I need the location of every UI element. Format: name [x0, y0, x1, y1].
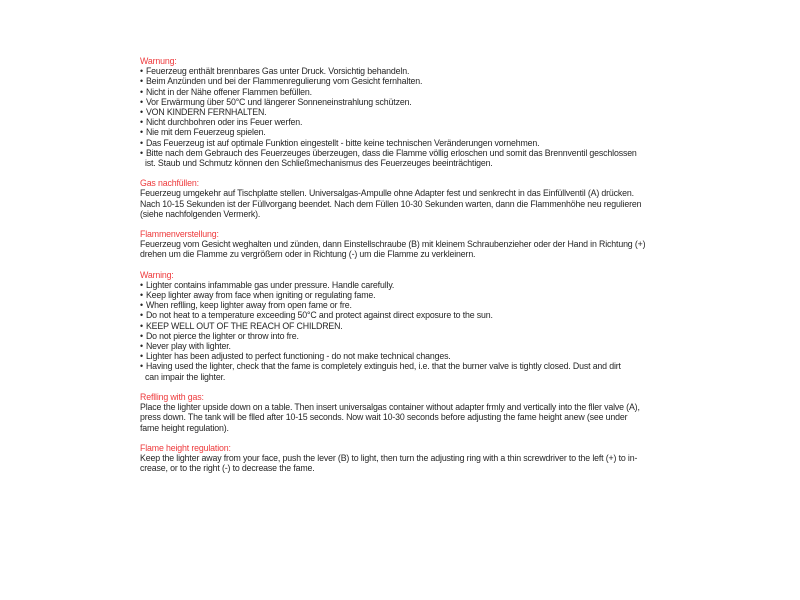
line-text: KEEP WELL OUT OF THE REACH OF CHILDREN. — [145, 320, 343, 331]
line-text: Nicht durchbohren oder ins Feuer werfen. — [145, 117, 303, 128]
line-text: Nie mit dem Feuerzeug spielen. — [145, 127, 266, 138]
bullet-glyph: • — [140, 330, 143, 341]
line-text: VON KINDERN FERNHALTEN. — [145, 107, 267, 118]
section-flame-height-regulation — [140, 443, 760, 474]
text-line — [140, 412, 760, 422]
text-line — [140, 76, 760, 86]
bullet-glyph: • — [140, 96, 143, 107]
line-text: Feuerzeug umgekehr auf Tischplatte stellen. Universalgas-Ampulle ohne Adapter fest und senkrecht in das Einfüllventil (A) drücken. — [140, 188, 634, 199]
text-line — [140, 321, 760, 331]
line-text: (siehe nachfolgenden Vermerk). — [140, 208, 261, 219]
instructions-text — [140, 56, 760, 483]
line-text: Do not heat to a temperature exceeding 50°C and protect against direct exposure to the sun. — [145, 310, 493, 321]
bullet-glyph: • — [140, 66, 143, 77]
text-line — [140, 87, 760, 97]
bullet-glyph: • — [140, 300, 143, 311]
line-text: Lighter contains infammable gas under pressure. Handle carefully. — [145, 279, 395, 290]
line-text: Das Feuerzeug ist auf optimale Funktion eingestellt - bitte keine technischen Veränderungen vornehmen. — [145, 137, 540, 148]
section-heading: Warnung: — [140, 56, 177, 66]
section-heading: Flame height regulation: — [140, 442, 231, 453]
line-text: Nicht in der Nähe offener Flammen befüllen. — [145, 86, 312, 97]
line-text: Feuerzeug enthält brennbares Gas unter Druck. Vorsichtig behandeln. — [145, 66, 410, 77]
line-text: Beim Anzünden und bei der Flammenregulierung vom Gesicht fernhalten. — [145, 76, 423, 87]
bullet-glyph: • — [140, 117, 143, 128]
bullet-glyph: • — [140, 86, 143, 97]
text-line — [140, 138, 760, 148]
section-heading: Flammenverstellung: — [140, 229, 219, 240]
text-line — [140, 249, 760, 259]
text-line — [140, 127, 760, 137]
text-line — [140, 402, 760, 412]
text-line — [140, 97, 760, 107]
text-line — [140, 341, 760, 351]
line-text: crease, or to the right (-) to decrease the fame. — [140, 463, 315, 474]
text-line — [140, 117, 760, 127]
section-refilling-with-gas — [140, 392, 760, 433]
line-text: Do not pierce the lighter or throw into fre. — [145, 330, 299, 341]
bullet-glyph: • — [140, 107, 143, 118]
section-gas-nachfuellen — [140, 178, 760, 219]
section-warnung-de — [140, 56, 760, 168]
text-line — [140, 66, 760, 76]
line-text: drehen um die Flamme zu vergrößern oder in Richtung (-) um die Flamme zu verkleinern. — [140, 249, 476, 260]
text-line — [140, 300, 760, 310]
text-line — [140, 361, 760, 371]
text-line — [140, 107, 760, 117]
text-line — [140, 188, 760, 198]
line-text: Lighter has been adjusted to perfect functioning - do not make technical changes. — [145, 351, 451, 362]
text-line — [140, 453, 760, 463]
text-line — [140, 290, 760, 300]
line-text: press down. The tank will be flled after 10-15 seconds. Now wait 10-30 seconds before adjusting the fame height anew (see under — [140, 412, 628, 423]
text-line — [140, 372, 760, 382]
line-text: Keep lighter away from face when igniting or regulating fame. — [145, 290, 376, 301]
bullet-glyph: • — [140, 320, 143, 331]
text-line — [140, 310, 760, 320]
line-text: Feuerzeug vom Gesicht weghalten und zünden, dann Einstellschraube (B) mit kleinem Schraubenzieher oder der Hand in Richtung (+) — [140, 239, 646, 250]
bullet-glyph: • — [140, 361, 143, 372]
section-heading: Gas nachfüllen: — [140, 178, 199, 189]
text-line — [140, 199, 760, 209]
text-line — [140, 351, 760, 361]
bullet-glyph: • — [140, 76, 143, 87]
line-text: Vor Erwärmung über 50°C und längerer Sonneneinstrahlung schützen. — [145, 96, 412, 107]
line-text: ist. Staub und Schmutz können den Schließmechanismus des Feuerzeuges beeinträchtigen. — [145, 158, 493, 169]
bullet-glyph: • — [140, 127, 143, 138]
line-text: Place the lighter upside down on a table. Then insert universalgas container without adapter frmly and vertically into the fller valve (A), — [140, 402, 640, 413]
section-warning-en — [140, 270, 760, 382]
line-text: When reflling, keep lighter away from open fame or fre. — [145, 300, 352, 311]
bullet-glyph: • — [140, 279, 143, 290]
section-flammenverstellung — [140, 229, 760, 260]
line-text: Keep the lighter away from your face, push the lever (B) to light, then turn the adjusting ring with a thin screwdriver to the left (+) to in- — [140, 452, 638, 463]
line-text: fame height regulation). — [140, 422, 229, 433]
bullet-glyph: • — [140, 310, 143, 321]
text-line — [140, 280, 760, 290]
line-text: Having used the lighter, check that the fame is completely extinguis hed, i.e. that the burner valve is tightly closed. Dust and dirt — [145, 361, 621, 372]
text-line — [140, 463, 760, 473]
section-heading: Reflling with gas: — [140, 391, 204, 402]
text-line — [140, 331, 760, 341]
text-line — [140, 423, 760, 433]
bullet-glyph: • — [140, 147, 143, 158]
bullet-glyph: • — [140, 351, 143, 362]
line-text: Bitte nach dem Gebrauch des Feuerzeuges überzeugen, dass die Flamme völlig erloschen und somit das Brennventil geschlossen — [145, 147, 637, 158]
text-line — [140, 148, 760, 158]
bullet-glyph: • — [140, 290, 143, 301]
line-text: Never play with lighter. — [145, 341, 231, 352]
line-text: Nach 10-15 Sekunden ist der Füllvorgang beendet. Nach dem Füllen 10-30 Sekunden warten, dann die Flammenhöhe neu regulieren — [140, 198, 642, 209]
text-line — [140, 158, 760, 168]
text-line — [140, 209, 760, 219]
text-line — [140, 239, 760, 249]
section-heading: Warning: — [140, 269, 174, 280]
bullet-glyph: • — [140, 137, 143, 148]
bullet-glyph: • — [140, 341, 143, 352]
line-text: can impair the lighter. — [145, 371, 226, 382]
